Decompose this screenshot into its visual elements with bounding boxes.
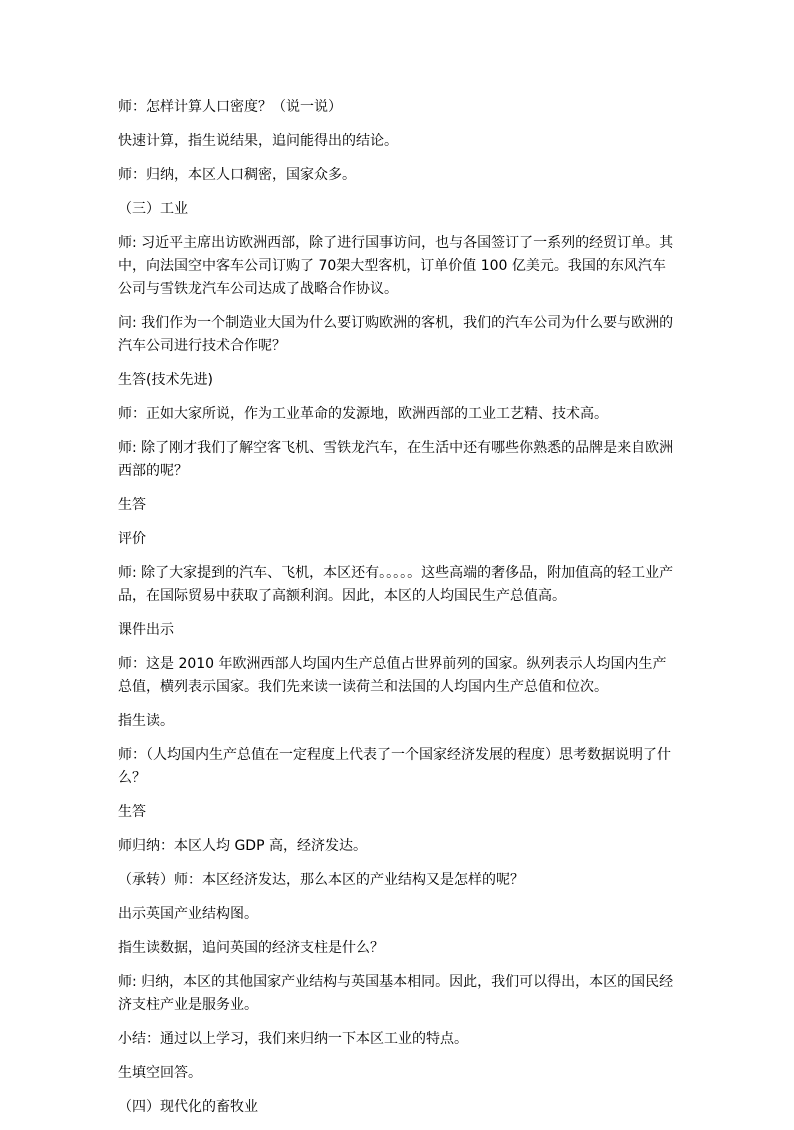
paragraph-luxury-products: 师: 除了大家提到的汽车、飞机，本区还有。。。。。这些高端的奢侈品，附加值高的轻工业产品，在国际贸易中获取了高额利润。因此，本区的人均国民生产总值高。 xyxy=(118,565,674,604)
paragraph-courseware-display: 课件出示 xyxy=(118,622,174,638)
paragraph-summary-industry: 小结：通过以上学习，我们来归纳一下本区工业的特点。 xyxy=(118,1031,468,1047)
section-heading-industry: （三）工业 xyxy=(118,201,188,217)
paragraph-population-summary: 师：归纳，本区人口稠密，国家众多。 xyxy=(118,167,356,183)
paragraph-transition-industry-structure: （承转）师：本区经济发达，那么本区的产业结构又是怎样的呢？ xyxy=(118,872,524,888)
section-heading-animal-husbandry: （四）现代化的畜牧业 xyxy=(118,1099,258,1115)
paragraph-fill-in-blanks: 生填空回答。 xyxy=(118,1065,202,1081)
document-body xyxy=(118,96,678,1130)
paragraph-gdp-thinking: 师：（人均国内生产总值在一定程度上代表了一个国家经济发展的程度）思考数据说明了什么？ xyxy=(118,747,671,786)
paragraph-brands-question: 师: 除了刚才我们了解空客飞机、雪铁龙汽车，在生活中还有哪些你熟悉的品牌是来自欧洲西部的呢？ xyxy=(118,440,674,479)
paragraph-student-answer-2: 生答 xyxy=(118,804,146,820)
paragraph-population-density-question: 师：怎样计算人口密度？（说一说） xyxy=(118,99,342,115)
paragraph-service-industry: 师: 归纳，本区的其他国家产业结构与英国基本相同。因此，我们可以得出，本区的国民经济支柱产业是服务业。 xyxy=(118,974,674,1013)
paragraph-industrial-revolution: 师：正如大家所说，作为工业革命的发源地，欧洲西部的工业工艺精、技术高。 xyxy=(118,406,608,422)
paragraph-uk-structure-chart: 出示英国产业结构图。 xyxy=(118,906,258,922)
paragraph-student-reads: 指生读。 xyxy=(118,713,174,729)
paragraph-student-answer-technology: 生答(技术先进) xyxy=(118,372,213,388)
paragraph-evaluation: 评价 xyxy=(118,531,146,547)
paragraph-trade-orders: 师: 习近平主席出访欧洲西部，除了进行国事访问，也与各国签订了一系列的经贸订单。其中，向法国空中客车公司订购了 70架大型客机，订单价值 100 亿美元。我国的东风汽车公司与雪铁龙汽车公司达成了战略合作协议。 xyxy=(118,235,674,297)
paragraph-student-answer: 生答 xyxy=(118,497,146,513)
paragraph-quick-calculation: 快速计算，指生说结果，追问能得出的结论。 xyxy=(118,133,398,149)
paragraph-question-cooperation: 问: 我们作为一个制造业大国为什么要订购欧洲的客机，我们的汽车公司为什么要与欧洲的汽车公司进行技术合作呢？ xyxy=(118,315,674,354)
paragraph-gdp-summary: 师归纳：本区人均 GDP 高，经济发达。 xyxy=(118,838,367,854)
paragraph-gdp-countries: 师：这是 2010 年欧洲西部人均国内生产总值占世界前列的国家。纵列表示人均国内生产总值，横列表示国家。我们先来读一读荷兰和法国的人均国内生产总值和位次。 xyxy=(118,656,667,695)
paragraph-uk-pillar-question: 指生读数据，追问英国的经济支柱是什么？ xyxy=(118,940,384,956)
